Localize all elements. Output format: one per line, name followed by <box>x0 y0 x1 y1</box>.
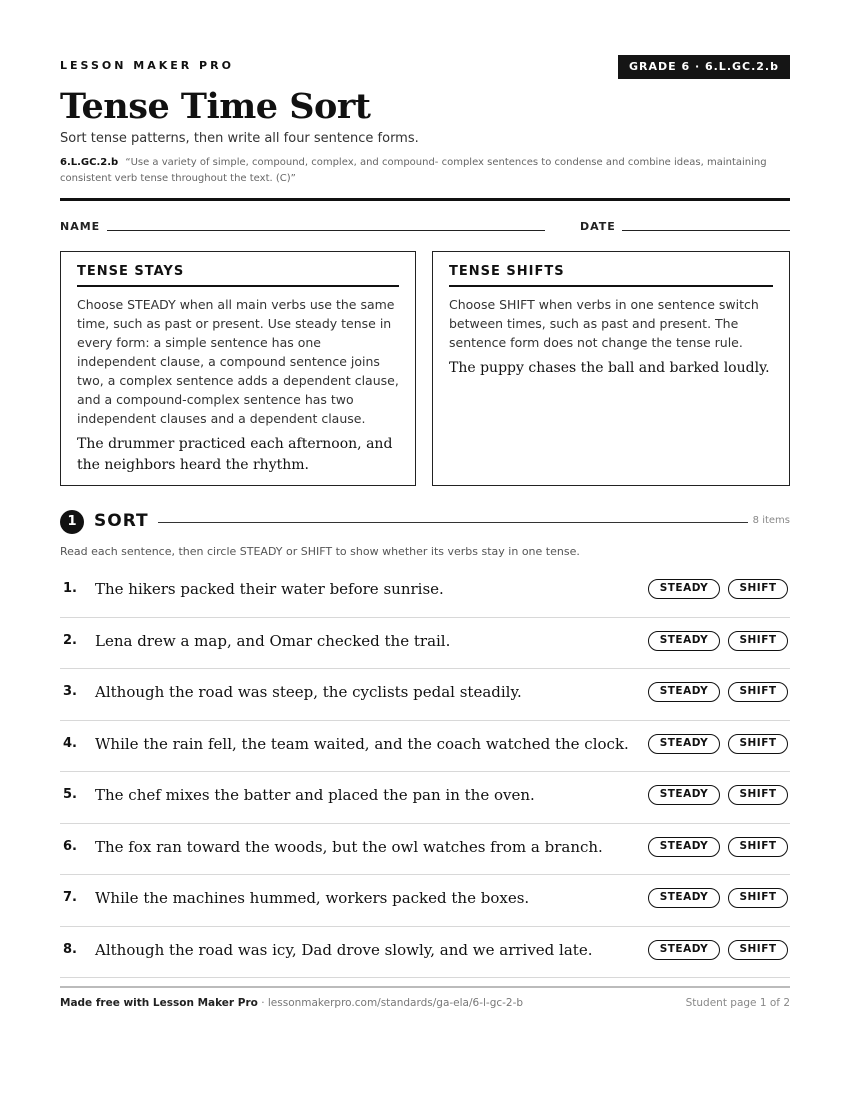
item-sentence: Lena drew a map, and Omar checked the trail. <box>95 631 451 650</box>
date-field[interactable] <box>622 230 790 231</box>
item-number: 7. <box>63 890 77 905</box>
card-body: Choose STEADY when all main verbs use the same time, such as past or present. Use steady tense in every form: a simple sentence has one independent clause, a compound sentence joins two, a complex sentence adds a dependent clause, and a compound-complex sentence has two independent clauses and a dependent clause. <box>77 297 399 426</box>
card-example: The puppy chases the ball and barked loudly. <box>449 360 770 376</box>
shift-option[interactable]: SHIFT <box>728 631 788 651</box>
card-body: Choose SHIFT when verbs in one sentence switch between times, such as past and present. The sentence form does not change the tense rule. <box>449 297 759 350</box>
standard-description <box>60 155 790 187</box>
page-footer <box>60 986 790 1009</box>
item-number: 3. <box>63 684 77 699</box>
sort-section-header <box>60 510 790 534</box>
header-divider <box>60 198 790 201</box>
sort-item <box>60 927 790 979</box>
section-number-badge: 1 <box>60 510 84 534</box>
item-number: 2. <box>63 632 77 648</box>
card-title: TENSE STAYS <box>77 264 399 287</box>
tense-shifts-card <box>432 251 790 486</box>
item-sentence: The chef mixes the batter and placed the pan in the oven. <box>95 786 535 804</box>
item-number: 6. <box>63 838 77 854</box>
footer-separator: · <box>257 997 268 1009</box>
sort-item <box>60 824 790 876</box>
steady-option[interactable]: STEADY <box>648 734 720 754</box>
steady-option[interactable]: STEADY <box>648 837 720 857</box>
item-sentence: The hikers packed their water before sunrise. <box>95 580 444 598</box>
item-sentence: While the rain fell, the team waited, and the coach watched the clock. <box>95 734 629 753</box>
steady-option[interactable]: STEADY <box>648 682 720 702</box>
item-number: 5. <box>63 787 77 802</box>
shift-option[interactable]: SHIFT <box>728 734 788 754</box>
name-label: NAME <box>60 220 101 233</box>
item-count: 8 items <box>752 515 790 526</box>
section-instructions: Read each sentence, then circle STEADY or SHIFT to show whether its verbs stay in one tense. <box>60 545 580 558</box>
steady-option[interactable]: STEADY <box>648 579 720 599</box>
sort-item <box>60 669 790 721</box>
shift-option[interactable]: SHIFT <box>728 837 788 857</box>
page-title: Tense Time Sort <box>60 86 371 127</box>
date-label: DATE <box>580 220 616 233</box>
section-title: SORT <box>94 511 149 531</box>
page-number: Student page 1 of 2 <box>685 997 790 1009</box>
item-sentence: While the machines hummed, workers packed the boxes. <box>95 889 530 907</box>
steady-option[interactable]: STEADY <box>648 631 720 651</box>
section-divider <box>158 522 748 523</box>
sort-item <box>60 772 790 824</box>
footer-credit <box>60 997 523 1009</box>
steady-option[interactable]: STEADY <box>648 888 720 908</box>
shift-option[interactable]: SHIFT <box>728 579 788 599</box>
name-date-row <box>60 220 790 234</box>
steady-option[interactable]: STEADY <box>648 940 720 960</box>
standard-text: “Use a variety of simple, compound, complex, and compound- complex sentences to condense and combine ideas, maintaining consistent verb tense throughout the text. (C)” <box>60 157 767 184</box>
top-bar <box>60 55 790 79</box>
page-subtitle: Sort tense patterns, then write all four sentence forms. <box>60 131 419 146</box>
shift-option[interactable]: SHIFT <box>728 682 788 702</box>
shift-option[interactable]: SHIFT <box>728 785 788 805</box>
footer-url[interactable]: lessonmakerpro.com/standards/ga-ela/6-l-gc-2-b <box>267 997 524 1009</box>
standard-code: 6.L.GC.2.b <box>60 157 119 168</box>
brand-name: LESSON MAKER PRO <box>60 59 234 72</box>
footer-made-with: Made free with Lesson Maker Pro <box>60 997 258 1009</box>
item-number: 1. <box>63 581 77 596</box>
sort-item <box>60 566 790 618</box>
item-number: 4. <box>63 735 77 751</box>
shift-option[interactable]: SHIFT <box>728 940 788 960</box>
card-title: TENSE SHIFTS <box>449 264 773 287</box>
card-example: The drummer practiced each afternoon, and the neighbors heard the rhythm. <box>77 436 393 473</box>
item-sentence: Although the road was icy, Dad drove slowly, and we arrived late. <box>95 940 593 959</box>
sort-item <box>60 721 790 773</box>
item-sentence: Although the road was steep, the cyclists pedal steadily. <box>95 683 522 701</box>
item-sentence: The fox ran toward the woods, but the owl watches from a branch. <box>95 837 603 856</box>
grade-badge: GRADE 6 · 6.L.GC.2.b <box>618 55 790 79</box>
steady-option[interactable]: STEADY <box>648 785 720 805</box>
sort-item <box>60 618 790 670</box>
name-field[interactable] <box>107 230 545 231</box>
sort-item <box>60 875 790 927</box>
sort-item-list <box>60 566 790 978</box>
item-number: 8. <box>63 941 77 957</box>
shift-option[interactable]: SHIFT <box>728 888 788 908</box>
tense-stays-card <box>60 251 416 486</box>
